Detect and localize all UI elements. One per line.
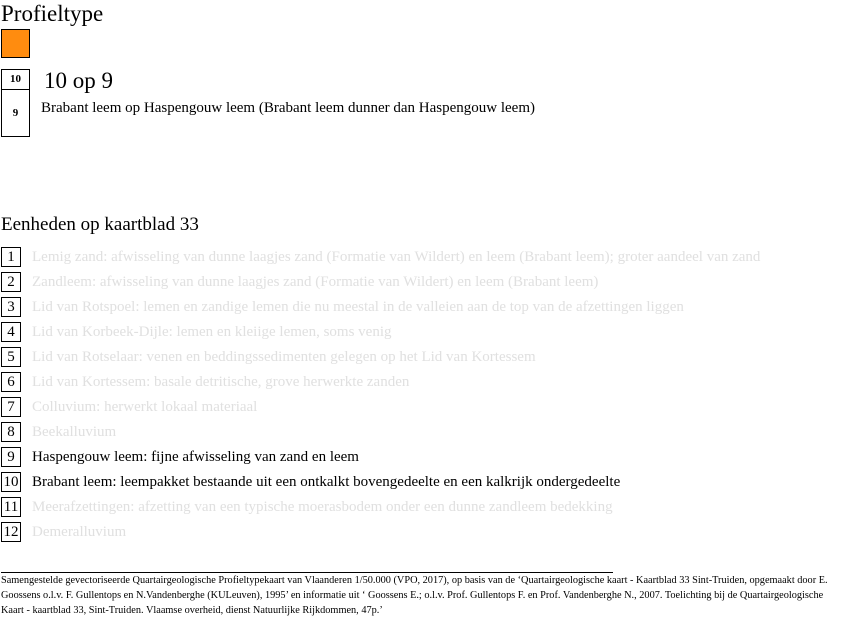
unit-row — [1, 296, 852, 321]
source-footnote: Samengestelde gevectoriseerde Quartairgeologische Profieltypekaart van Vlaanderen 1/50.000 (VPO, 2017), op basis van de ‘Quartairgeologische kaart - Kaartblad 33 Sint-Truiden, opgemaakt door E. Goossens o.l.v. F. Gullentops en N.Vandenberghe (KULeuven), 1995’ en informatie uit ‘ Goossens E.; o.l.v. Prof. Gullentops F. en Prof. Vandenberghe N., 2007. Toelichting bij de Quartairgeologische Kaart - kaartblad 33, Sint-Truiden. Vlaamse overheid, dienst Natuurlijke Rijkdommen, 47p.’ — [1, 575, 828, 616]
unit-number-box: 12 — [1, 522, 21, 542]
profile-stack-diagram — [1, 69, 30, 137]
unit-number-box: 5 — [1, 347, 21, 367]
profile-description: Brabant leem op Haspengouw leem (Brabant leem dunner dan Haspengouw leem) — [41, 100, 536, 116]
unit-label: Lid van Rotselaar: venen en beddingssedimenten gelegen op het Lid van Kortessem — [32, 349, 536, 365]
unit-number-box: 11 — [1, 497, 21, 517]
profile-color-swatch — [1, 29, 30, 58]
unit-row — [1, 471, 852, 496]
profile-code: 10 op 9 — [44, 68, 113, 93]
unit-number-box: 6 — [1, 372, 21, 392]
unit-label: Brabant leem: leempakket bestaande uit een ontkalkt bovengedeelte en een kalkrijk ondergedeelte — [32, 474, 621, 490]
unit-label: Lemig zand: afwisseling van dunne laagjes zand (Formatie van Wildert) en leem (Brabant leem); groter aandeel van zand — [32, 249, 761, 265]
unit-label: Meerafzettingen: afzetting van een typische moerasbodem onder een dunne zandleem bedekking — [32, 499, 613, 515]
units-heading: Eenheden op kaartblad 33 — [1, 214, 199, 235]
unit-row — [1, 421, 852, 446]
unit-row — [1, 396, 852, 421]
unit-number-box: 9 — [1, 447, 21, 467]
unit-label: Zandleem: afwisseling van dunne laagjes zand (Formatie van Wildert) en leem (Brabant leem) — [32, 274, 599, 290]
unit-number-box: 8 — [1, 422, 21, 442]
unit-label: Colluvium: herwerkt lokaal materiaal — [32, 399, 258, 415]
unit-row — [1, 521, 852, 546]
unit-row — [1, 371, 852, 396]
unit-row — [1, 496, 852, 521]
unit-number-box: 4 — [1, 322, 21, 342]
unit-row — [1, 271, 852, 296]
unit-label: Lid van Kortessem: basale detritische, grove herwerkte zanden — [32, 374, 410, 390]
unit-list — [1, 246, 852, 546]
unit-label: Demeralluvium — [32, 524, 127, 540]
unit-label: Beekalluvium — [32, 424, 117, 440]
unit-number-box: 7 — [1, 397, 21, 417]
unit-number-box: 1 — [1, 247, 21, 267]
unit-row — [1, 446, 852, 471]
unit-label: Lid van Rotspoel: lemen en zandige lemen die nu meestal in de valleien aan de top van de afzettingen liggen — [32, 299, 684, 315]
unit-row — [1, 246, 852, 271]
stack-top-layer: 10 — [2, 70, 29, 90]
unit-number-box: 3 — [1, 297, 21, 317]
stack-bottom-layer: 9 — [12, 107, 19, 119]
unit-row — [1, 321, 852, 346]
unit-number-box: 10 — [1, 472, 21, 492]
unit-label: Lid van Korbeek-Dijle: lemen en kleiige lemen, soms venig — [32, 324, 392, 340]
unit-row — [1, 346, 852, 371]
profile-title: Profieltype — [1, 1, 104, 26]
unit-number-box: 2 — [1, 272, 21, 292]
unit-label: Haspengouw leem: fijne afwisseling van zand en leem — [32, 449, 359, 465]
